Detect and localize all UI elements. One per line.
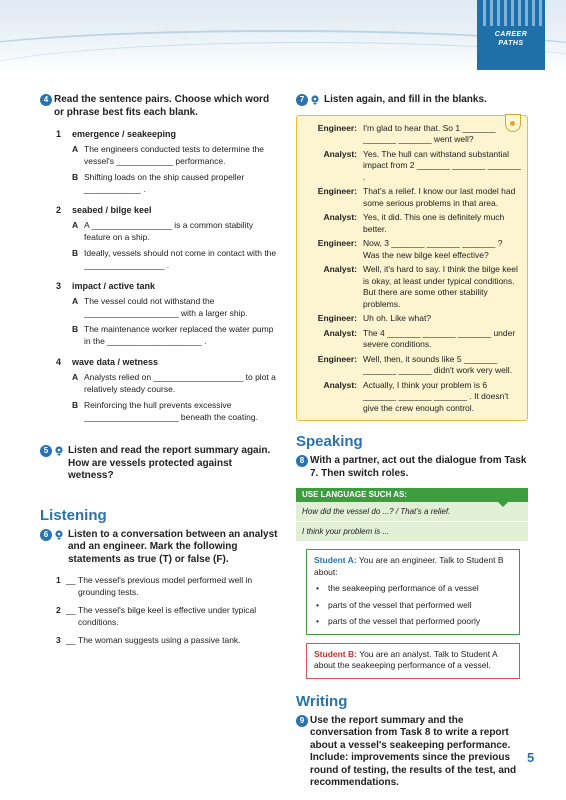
- task-6-heading: [40, 529, 280, 567]
- utterance-text: Well, it's hard to say. I think the bilge keel is okay, at least under typical conditions. But there are some other stability problems.: [363, 264, 518, 309]
- utterance-text: Yes, it did. This one is definitely much better.: [363, 212, 505, 234]
- role-label: Student A:: [314, 555, 357, 565]
- speaker-label: Engineer:: [317, 122, 357, 133]
- dialogue-line: [297, 313, 521, 325]
- exercise-item: [56, 129, 280, 195]
- option-letter: B: [72, 172, 79, 182]
- true-false-item: [56, 635, 280, 647]
- task-number-badge: 8: [296, 455, 308, 467]
- task-instruction: Listen to a conversation between an analyst and an engineer. Mark the following statements as true (T) or false (F).: [68, 528, 278, 565]
- answer-blank[interactable]: __: [66, 635, 76, 645]
- true-false-item: [56, 575, 280, 598]
- item-number: 4: [56, 357, 62, 367]
- option-letter: A: [72, 144, 79, 154]
- exercise-item: [56, 281, 280, 347]
- option-letter: A: [72, 220, 79, 230]
- sentence-a: Analysts relied on ___________________ to plot a relatively steady course.: [84, 372, 276, 394]
- task-instruction: With a partner, act out the dialogue from Task 7. Then switch roles.: [310, 455, 527, 479]
- dialogue-line: [297, 264, 521, 310]
- item-number: 2: [56, 605, 61, 615]
- sentence-b: Shifting loads on the ship caused propeller ____________ .: [84, 172, 245, 194]
- sentence-b: The maintenance worker replaced the water pump in the ____________________ .: [84, 324, 274, 346]
- exercise-item: [56, 205, 280, 271]
- true-false-item: [56, 605, 280, 628]
- bullet-icon: •: [316, 599, 319, 610]
- option-letter: B: [72, 400, 79, 410]
- dialogue-line: [297, 212, 521, 235]
- item-number: 3: [56, 281, 62, 291]
- speaker-label: Engineer:: [317, 313, 357, 323]
- dialogue-box: [296, 115, 528, 422]
- audio-icon: [310, 95, 320, 105]
- page-number: 5: [527, 750, 535, 765]
- option-letter: B: [72, 324, 79, 334]
- logo-text-line1: CAREER: [494, 31, 528, 38]
- sentence-a: The vessel could not withstand the ____________________ with a larger ship.: [84, 296, 248, 318]
- option-letter: A: [72, 372, 79, 382]
- word-pair: emergence / seakeeping: [72, 129, 177, 139]
- item-number: 1: [56, 129, 62, 139]
- task-5-heading: [40, 445, 280, 483]
- utterance-text: Actually, I think your problem is 6 _______ _______ _______ . It doesn't give the crew enough control.: [363, 379, 509, 413]
- word-pair: wave data / wetness: [72, 357, 159, 367]
- sentence-a: The engineers conducted tests to determine the vessel's ____________ performance.: [84, 144, 265, 166]
- speaker-label: Engineer:: [317, 186, 357, 196]
- sentence-a: A _________________ is a common stability feature on a ship.: [84, 220, 254, 242]
- role-text: You are an analyst. Talk to Student A about the seakeeping performance of a vessel.: [314, 648, 498, 670]
- word-pair: seabed / bilge keel: [72, 205, 152, 215]
- student-a-role-card: [306, 549, 520, 635]
- bullet-icon: •: [316, 583, 319, 593]
- audio-icon: [54, 530, 64, 540]
- dialogue-line: [297, 238, 521, 261]
- utterance-text: Uh oh. Like what?: [363, 313, 432, 323]
- task-number-badge: 7: [296, 94, 308, 106]
- bullet-icon: •: [316, 616, 319, 626]
- task-number-badge: 6: [40, 529, 52, 541]
- section-heading-speaking: Speaking: [296, 433, 363, 450]
- left-column: [40, 94, 280, 647]
- speaker-label: Analyst:: [323, 264, 357, 274]
- speaker-label: Analyst:: [323, 212, 357, 222]
- utterance-text: That's a relief. I know our last model had some serious problems in that area.: [363, 186, 516, 208]
- task-instruction: Read the sentence pairs. Choose which word or phrase best fits each blank.: [54, 94, 270, 118]
- statement-text: The woman suggests using a passive tank.: [78, 635, 241, 645]
- paperclip-icon: [505, 114, 521, 132]
- speaker-label: Analyst:: [323, 379, 357, 390]
- speaker-label: Engineer:: [317, 353, 357, 364]
- dialogue-line: [297, 186, 521, 209]
- word-pair: impact / active tank: [72, 281, 156, 291]
- exercise-item: [56, 357, 280, 423]
- task-9-heading: [296, 715, 528, 790]
- utterance-text: Yes. The hull can withstand substantial impact from 2 _______ _______ _______ .: [363, 148, 521, 182]
- task-instruction: Listen again, and fill in the blanks.: [324, 94, 487, 105]
- utterance-text: Now, 3 _______ _______ _______ ? Was the new bilge keel effective?: [363, 238, 503, 260]
- task-number-badge: 5: [40, 445, 52, 457]
- dialogue-line: [297, 380, 521, 415]
- utterance-text: I'm glad to hear that. So 1 _______ _______ _______ went well?: [363, 122, 496, 144]
- utterance-text: Well, then, it sounds like 5 _______ _______ _______ didn't work very well.: [363, 353, 513, 375]
- item-number: 1: [56, 575, 61, 585]
- section-heading-writing: Writing: [296, 692, 348, 710]
- answer-blank[interactable]: __: [66, 575, 76, 585]
- dialogue-line: [297, 354, 521, 377]
- useful-language-line: How did the vessel do ...? / That's a relief.: [302, 507, 451, 516]
- dialogue-line: [297, 123, 521, 146]
- speaker-label: Engineer:: [317, 238, 357, 248]
- sentence-b: Reinforcing the hull prevents excessive ____________________ beneath the coating.: [84, 400, 258, 422]
- useful-language-box: [296, 502, 528, 541]
- task-8-heading: [296, 455, 528, 480]
- role-label: Student B:: [314, 648, 357, 659]
- option-letter: B: [72, 248, 79, 258]
- task-instruction: Use the report summary and the conversation from Task 8 to write a report about a vessel's seakeeping performance. Include: improvements since the previous round of testing, the results of the test, and recommendations.: [310, 714, 517, 788]
- task-number-badge: 4: [40, 94, 52, 106]
- sentence-b: Ideally, vessels should not come in contact with the _________________ .: [84, 248, 277, 270]
- speaker-label: Analyst:: [323, 148, 357, 159]
- answer-blank[interactable]: __: [66, 605, 76, 615]
- option-letter: A: [72, 296, 79, 306]
- utterance-text: The 4 _______ _______ _______ under severe conditions.: [363, 327, 516, 349]
- speaker-label: Analyst:: [323, 327, 357, 338]
- right-column: [296, 94, 528, 790]
- item-number: 2: [56, 205, 62, 215]
- useful-language-title: USE LANGUAGE SUCH AS:: [296, 488, 528, 502]
- item-number: 3: [56, 635, 61, 645]
- section-heading-listening: Listening: [40, 506, 107, 524]
- role-bullet: the seakeeping performance of a vessel: [328, 583, 479, 593]
- task-number-badge: 9: [296, 715, 308, 727]
- audio-icon: [54, 446, 64, 456]
- career-paths-logo: [477, 0, 545, 70]
- statement-text: The vessel's previous model performed well in grounding tests.: [78, 575, 253, 597]
- task-4-heading: [40, 94, 280, 119]
- dialogue-line: [297, 149, 521, 184]
- useful-language-line: I think your problem is ...: [302, 527, 390, 536]
- student-b-role-card: [306, 643, 520, 679]
- role-bullet: parts of the vessel that performed well: [328, 599, 472, 610]
- statement-text: The vessel's bilge keel is effective under typical conditions.: [78, 605, 257, 627]
- role-text: You are an engineer. Talk to Student B about:: [314, 555, 504, 577]
- logo-text-line2: PATHS: [498, 40, 524, 47]
- role-bullet: parts of the vessel that performed poorly: [328, 616, 481, 626]
- task-7-heading: [296, 94, 528, 107]
- task-instruction: Listen and read the report summary again. How are vessels protected against wetness?: [68, 445, 271, 481]
- dialogue-line: [297, 328, 521, 351]
